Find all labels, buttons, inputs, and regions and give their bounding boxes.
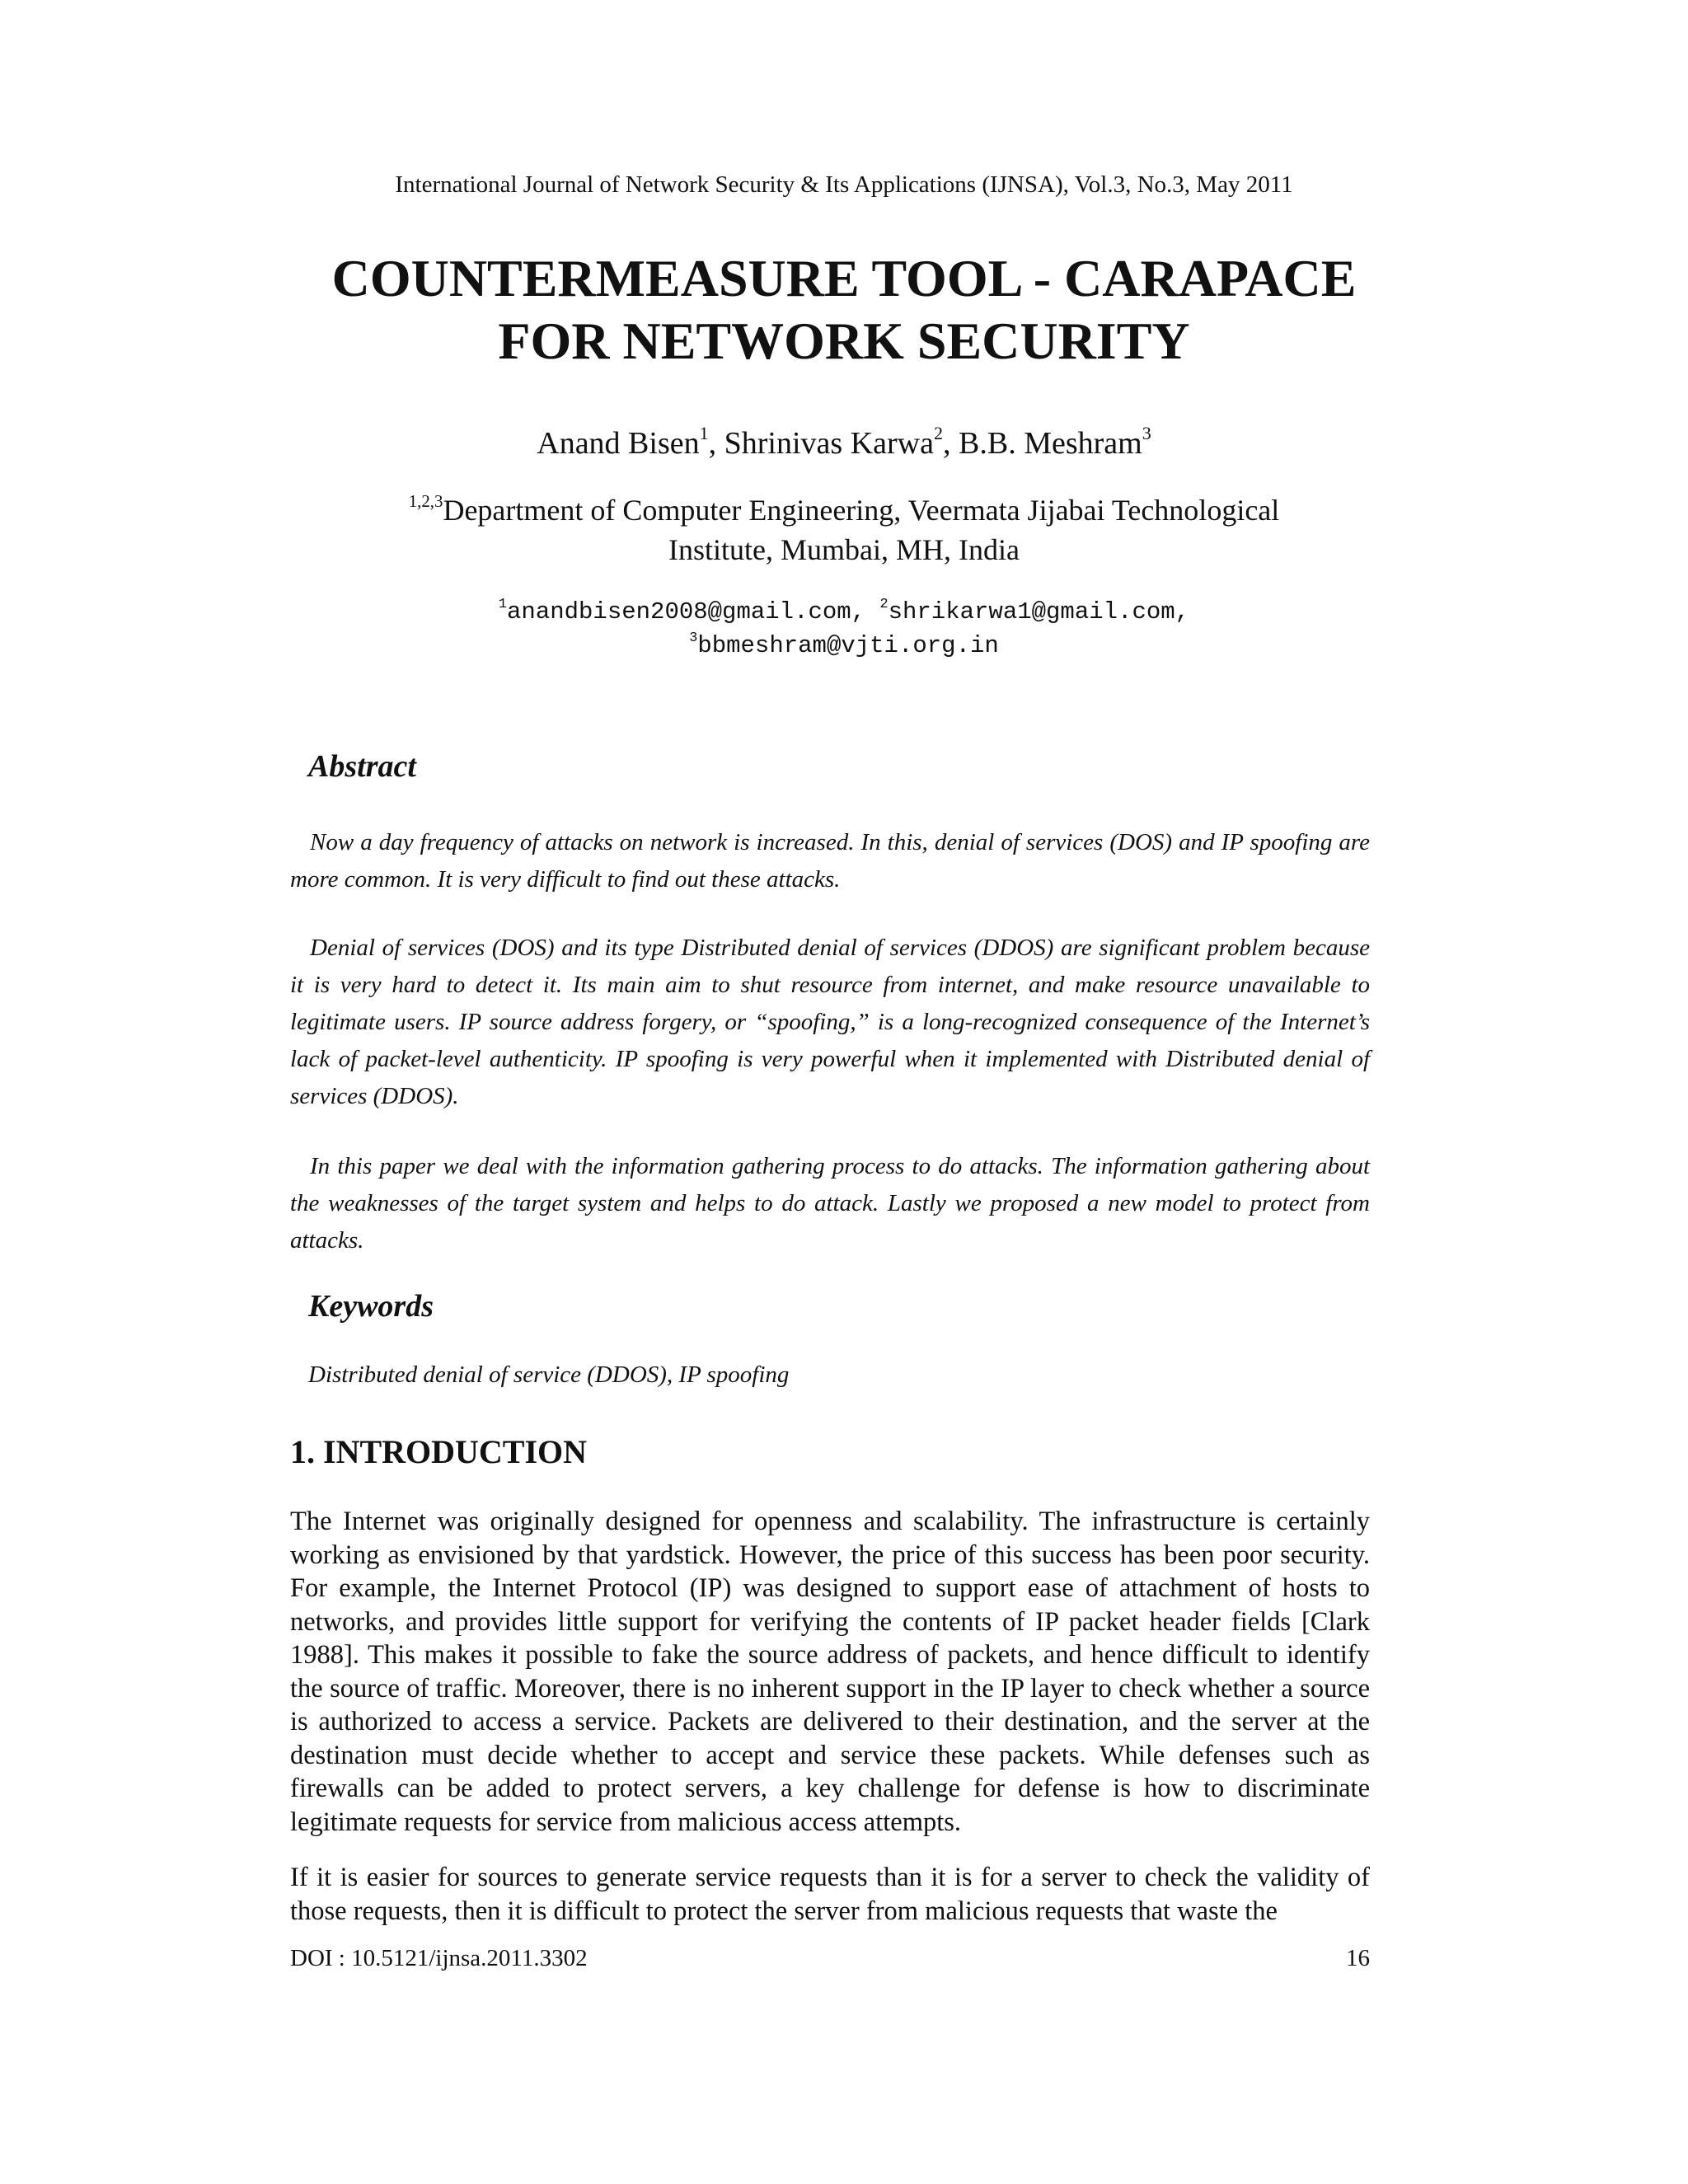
- author-list: [0, 425, 1688, 462]
- author-emails: [0, 597, 1688, 664]
- abstract-body: [290, 930, 1370, 1115]
- email-address: bbmeshram@vjti.org.in: [697, 632, 999, 659]
- abstract-paragraph: In this paper we deal with the information gathering process to do attacks. The information gathering about the weaknesses of the target system and helps to do attack. Lastly we proposed a new model to protect from attacks.: [290, 1153, 1370, 1254]
- introduction-heading: 1. INTRODUCTION: [290, 1433, 588, 1470]
- abstract-paragraph: Denial of services (DOS) and its type Distributed denial of services (DDOS) are significant problem because it is very hard to detect it. Its main aim to shut resource from internet, and make resource unavailable to legitimate users. IP source address forgery, or “spoofing,” is a long-recognized consequence of the Internet’s lack of packet-level authenticity. IP spoofing is very powerful when it implemented with Distributed denial of services (DDOS).: [290, 935, 1370, 1109]
- affiliation-mark: 1,2,3: [408, 491, 443, 512]
- title-line-1: COUNTERMEASURE TOOL - CARAPACE: [331, 249, 1357, 307]
- author-name: Anand Bisen: [537, 426, 700, 461]
- email-line-2: [0, 630, 1688, 664]
- affiliation-text: Department of Computer Engineering, Veermata Jijabai Technological: [443, 494, 1280, 527]
- author-name: B.B. Meshram: [959, 426, 1142, 461]
- introduction-body: [290, 1861, 1370, 1928]
- doi-footer: DOI : 10.5121/ijnsa.2011.3302: [290, 1945, 588, 1971]
- email-mark: 1: [498, 597, 508, 613]
- affiliation-line-1: [0, 493, 1688, 532]
- page-number: 16: [1346, 1945, 1370, 1971]
- abstract-heading: Abstract: [308, 749, 416, 784]
- keywords-text: Distributed denial of service (DDOS), IP spoofing: [308, 1361, 790, 1388]
- abstract-body: [290, 1148, 1370, 1259]
- keywords-heading: Keywords: [308, 1289, 434, 1324]
- email-mark: 2: [879, 597, 889, 613]
- abstract-body: [290, 824, 1370, 898]
- email-mark: 3: [689, 630, 698, 647]
- author-name: Shrinivas Karwa: [724, 426, 934, 461]
- email-address: shrikarwa1@gmail.com,: [888, 598, 1190, 626]
- author-affil-mark: 2: [933, 423, 943, 444]
- author-affil-mark: 1: [699, 423, 709, 444]
- email-line-1: [0, 597, 1688, 630]
- abstract-paragraph: Now a day frequency of attacks on network is increased. In this, denial of services (DOS) and IP spoofing are more common. It is very difficult to find out these attacks.: [290, 829, 1370, 893]
- title-line-2: FOR NETWORK SECURITY: [498, 312, 1190, 370]
- introduction-body: [290, 1505, 1370, 1839]
- author-separator: ,: [943, 426, 959, 461]
- introduction-paragraph: The Internet was originally designed for openness and scalability. The infrastructure is certainly working as envisioned by that yardstick. However, the price of this success has been poor security. For example, the Internet Protocol (IP) was designed to support ease of attachment of hosts to networks, and provides little support for verifying the contents of IP packet header fields [Clark 1988]. This makes it possible to fake the source address of packets, and hence difficult to identify the source of traffic. Moreover, there is no inherent support in the IP layer to check whether a source is authorized to access a service. Packets are delivered to their destination, and the server at the destination must decide whether to accept and service these packets. While defenses such as firewalls can be added to protect servers, a key challenge for defense is how to discriminate legitimate requests for service from malicious access attempts.: [290, 1507, 1370, 1837]
- affiliation-line-2: Institute, Mumbai, MH, India: [668, 533, 1020, 566]
- affiliation: [0, 493, 1688, 568]
- email-address: anandbisen2008@gmail.com,: [507, 598, 880, 626]
- author-separator: ,: [708, 426, 724, 461]
- paper-title: [0, 247, 1688, 373]
- introduction-paragraph: If it is easier for sources to generate service requests than it is for a server to check the validity of those requests, then it is difficult to protect the server from malicious requests that waste the: [290, 1863, 1370, 1926]
- running-head: International Journal of Network Security & Its Applications (IJNSA), Vol.3, No.3, May 2011: [395, 171, 1293, 198]
- author-affil-mark: 3: [1142, 423, 1151, 444]
